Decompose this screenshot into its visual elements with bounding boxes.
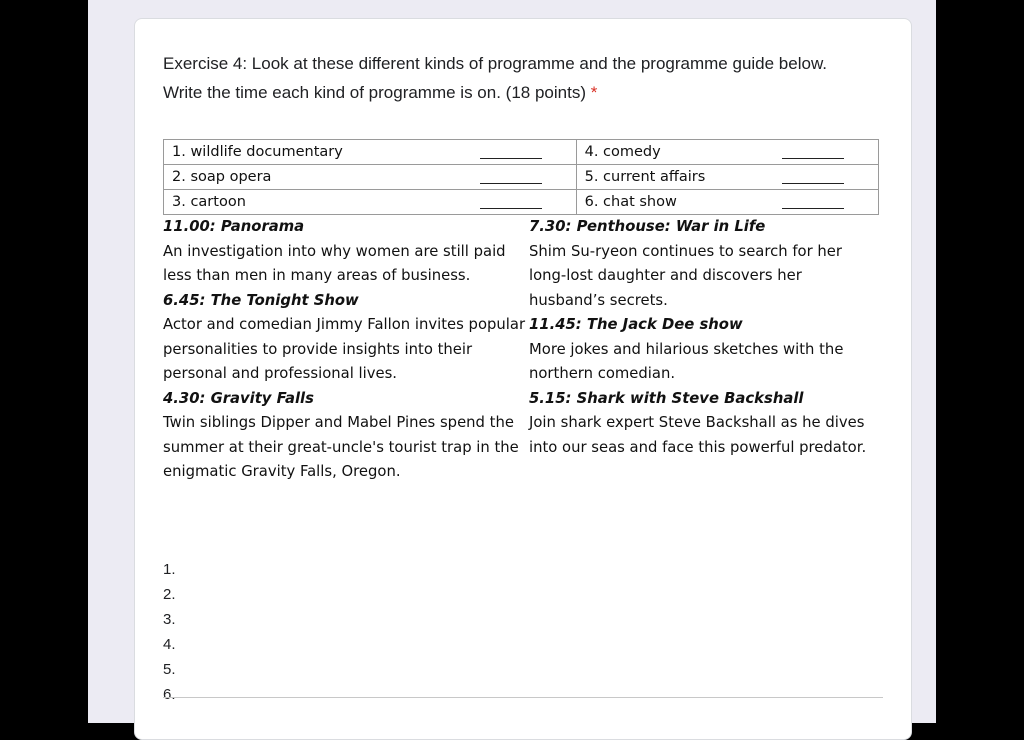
kind-label: 3. cartoon xyxy=(172,194,246,210)
question-title xyxy=(163,49,863,107)
programme-description: More jokes and hilarious sketches with the northern comedian. xyxy=(529,340,844,382)
programme-description: Join shark expert Steve Backshall as he dives into our seas and face this powerful predator. xyxy=(529,414,867,456)
table-cell xyxy=(164,140,577,165)
programme-description: Shim Su-ryeon continues to search for her long-lost daughter and discovers her husband’s secrets. xyxy=(529,242,842,309)
list-item: 2. xyxy=(163,586,176,603)
form-background xyxy=(88,0,936,723)
list-item: 5. xyxy=(163,661,176,678)
programme-title: 4.30: Gravity Falls xyxy=(163,389,314,407)
question-card xyxy=(134,18,912,740)
programme-kinds-table xyxy=(163,139,879,215)
guide-column-right xyxy=(529,215,879,485)
table-cell xyxy=(164,190,577,215)
kind-label: 6. chat show xyxy=(584,194,677,210)
programme-description: Actor and comedian Jimmy Fallon invites popular personalities to provide insights into their personal and professional lives. xyxy=(163,316,526,382)
list-item: 3. xyxy=(163,611,176,628)
table-row xyxy=(164,165,879,190)
table-row xyxy=(164,140,879,165)
exercise-image xyxy=(163,139,883,485)
table-cell xyxy=(164,165,577,190)
programme-title: 11.00: Panorama xyxy=(163,218,305,235)
table-cell xyxy=(576,190,878,215)
list-item: 1. xyxy=(163,561,176,578)
programme-title: 6.45: The Tonight Show xyxy=(163,291,359,309)
programme-title: 11.45: The Jack Dee show xyxy=(529,316,743,333)
kind-label: 1. wildlife documentary xyxy=(172,144,343,160)
kind-label: 5. current affairs xyxy=(584,169,706,185)
programme-title: 5.15: Shark with Steve Backshall xyxy=(529,389,804,407)
programme-guide xyxy=(163,215,883,485)
table-cell xyxy=(576,140,878,165)
answer-blank xyxy=(782,183,844,184)
answer-blank xyxy=(480,158,542,159)
answer-underline[interactable] xyxy=(163,697,883,698)
kind-label: 2. soap opera xyxy=(172,169,272,185)
list-item: 6. xyxy=(163,686,176,703)
question-text: Exercise 4: Look at these different kinds of programme and the programme guide below. Write the time each kind of programme is on. (18 points) xyxy=(163,54,828,102)
answer-blank xyxy=(480,183,542,184)
list-item: 4. xyxy=(163,636,176,653)
guide-column-left xyxy=(163,215,529,485)
kind-label: 4. comedy xyxy=(584,144,661,160)
table-row xyxy=(164,190,879,215)
answer-blank xyxy=(782,208,844,209)
programme-description: Twin siblings Dipper and Mabel Pines spend the summer at their great-uncle's tourist trap in the enigmatic Gravity Falls, Oregon. xyxy=(163,414,519,480)
table-cell xyxy=(576,165,878,190)
answer-blank xyxy=(782,158,844,159)
programme-description: An investigation into why women are still paid less than men in many areas of business. xyxy=(163,242,506,284)
answer-list xyxy=(163,557,883,707)
required-asterisk: * xyxy=(590,83,598,102)
answer-blank xyxy=(480,208,542,209)
programme-title: 7.30: Penthouse: War in Life xyxy=(529,218,766,235)
